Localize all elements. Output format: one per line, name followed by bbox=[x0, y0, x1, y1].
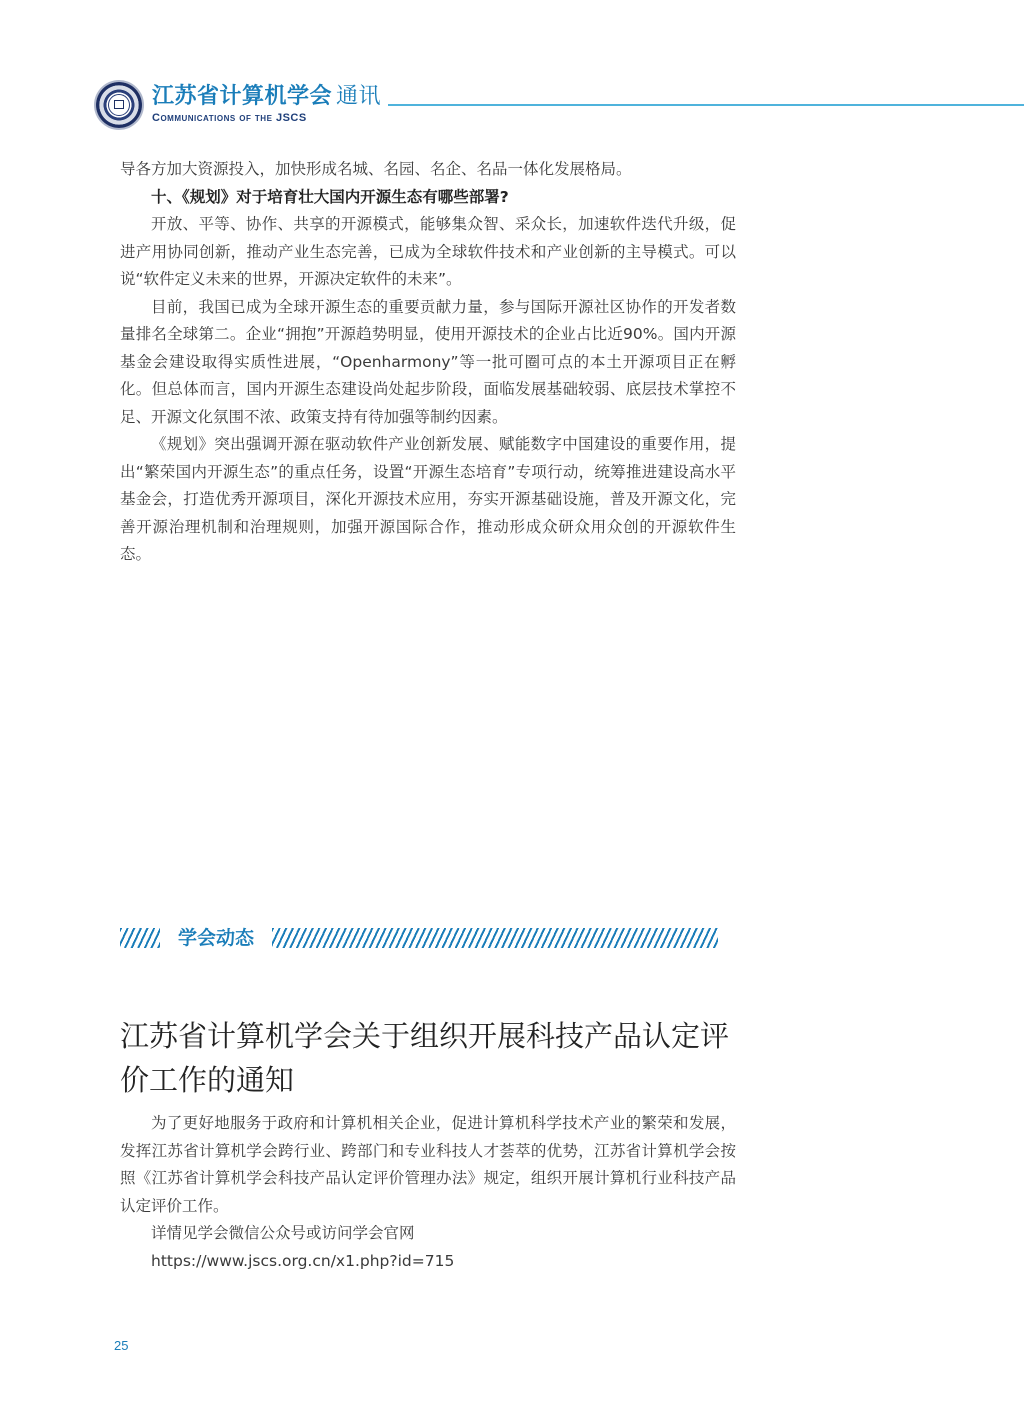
main-text bbox=[120, 156, 736, 569]
page-number: 25 bbox=[114, 1338, 129, 1353]
lead-paragraph: 导各方加大资源投入，加快形成名城、名园、名企、名品一体化发展格局。 bbox=[120, 160, 632, 178]
masthead-title-main: 江苏省计算机学会 bbox=[152, 84, 333, 109]
article-paragraph: 为了更好地服务于政府和计算机相关企业，促进计算机科学技术产业的繁荣和发展，发挥江苏省计算机学会跨行业、跨部门和专业科技人才荟萃的优势，江苏省计算机学会按照《江苏省计算机学会科技产品认定评价管理办法》规定，组织开展计算机行业科技产品认定评价工作。 bbox=[120, 1114, 736, 1215]
hatch-decoration-left bbox=[120, 928, 160, 948]
more-info-text: 详情见学会微信公众号或访问学会官网 bbox=[151, 1224, 415, 1242]
header-rule bbox=[388, 104, 1024, 106]
hatch-decoration-right bbox=[272, 928, 718, 948]
masthead-title bbox=[152, 84, 381, 110]
paragraph: 《规划》突出强调开源在驱动软件产业创新发展、赋能数字中国建设的重要作用，提出“繁荣国内开源生态”的重点任务，设置“开源生态培育”专项行动，统筹推进建设高水平基金会，打造优秀开源项目，深化开源技术应用，夯实开源基础设施，普及开源文化，完善开源治理机制和治理规则，加强开源国际合作，推动形成众研众用众创的开源软件生态。 bbox=[120, 435, 736, 563]
question-heading: 十、《规划》对于培育壮大国内开源生态有哪些部署? bbox=[151, 187, 509, 206]
section-banner bbox=[120, 926, 740, 952]
article-title: 江苏省计算机学会关于组织开展科技产品认定评价工作的通知 bbox=[120, 1019, 730, 1097]
paragraph: 目前，我国已成为全球开源生态的重要贡献力量，参与国际开源社区协作的开发者数量排名全球第二。企业“拥抱”开源趋势明显，使用开源技术的企业占比近90%。国内开源基金会建设取得实质性进展，“Openharmony”等一批可圈可点的本土开源项目正在孵化。但总体而言，国内开源生态建设尚处起步阶段，面临发展基础较弱、底层技术掌控不足、开源文化氛围不浓、政策支持有待加强等制约因素。 bbox=[120, 297, 736, 426]
masthead-subtitle-en: Communications of the JSCS bbox=[152, 112, 307, 124]
article-url-link[interactable]: https://www.jscs.org.cn/x1.php?id=715 bbox=[151, 1251, 455, 1270]
article-body bbox=[120, 1110, 736, 1275]
page-header bbox=[0, 0, 1024, 140]
masthead-title-sub: 通讯 bbox=[336, 84, 382, 109]
logo-emblem bbox=[108, 94, 130, 116]
paragraph: 开放、平等、协作、共享的开源模式，能够集众智、采众长，加速软件迭代升级，促进产用协同创新，推动产业生态完善，已成为全球软件技术和产业创新的主导模式。可以说“软件定义未来的世界，开源决定软件的未来”。 bbox=[120, 215, 736, 288]
masthead bbox=[152, 84, 381, 124]
section-title: 学会动态 bbox=[178, 927, 255, 949]
society-logo bbox=[96, 82, 142, 128]
